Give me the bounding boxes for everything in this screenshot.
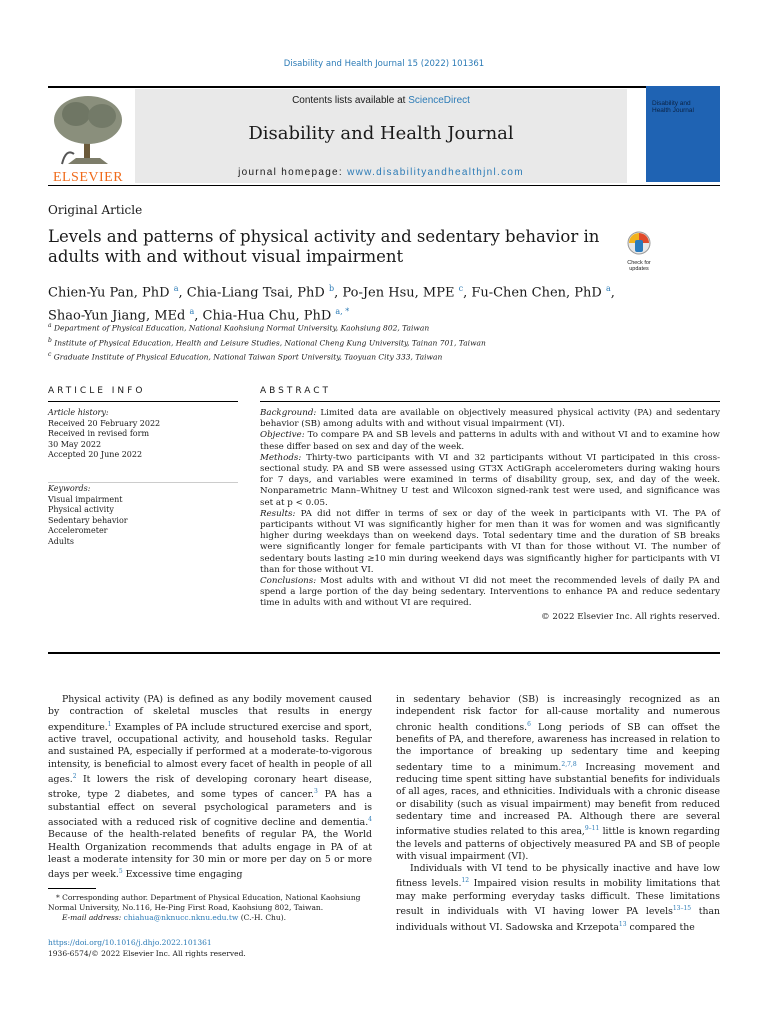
abstract-heading: ABSTRACT — [260, 386, 332, 396]
section-rule — [48, 652, 720, 654]
body-paragraph — [396, 694, 720, 863]
keyword: Accelerometer — [48, 526, 108, 536]
journal-citation[interactable]: Disability and Health Journal 15 (2022) 101361 — [283, 59, 485, 69]
body-text: Because of the health-related benefits of regular PA, the World Health Organization recommends that adults engage in PA of at least a moderate intensity for 30 min or more per day on 5 or more days per week. — [48, 829, 372, 881]
body-text: in sedentary behavior (SB) is increasingly recognized as an independent risk factor for all-cause mortality and numerous chronic health conditions. — [396, 694, 720, 733]
homepage-line — [135, 167, 627, 178]
history-label: Article history: — [48, 408, 109, 417]
results-text: PA did not differ in terms of sex or day of the week in participants with VI. The PA of participants without VI was significantly higher for men than it was for women and was significantly higher during weekdays than on weekend days. Total sedentary time and the duration of SB breaks were significantly longer for female participants with VI than for those without VI. The number of sedentary bouts lasting ≥10 min during weekend days was significantly higher for participants with VI than for those without VI. — [260, 508, 720, 575]
journal-banner — [135, 89, 627, 183]
citation-link[interactable]: 1 — [107, 720, 112, 728]
cover-title: Disability and Health Journal — [652, 100, 694, 115]
abstract-methods — [260, 453, 720, 509]
history-list — [48, 419, 238, 461]
author-name[interactable]: Chia-Hua Chu, PhD — [202, 308, 332, 324]
body-text: It lowers the risk of developing coronary heart disease, stroke, type 2 diabetes, and some types of cancer. — [48, 773, 372, 801]
journal-cover[interactable] — [646, 86, 720, 182]
author-affiliation-mark[interactable]: a — [173, 284, 179, 293]
elsevier-logo[interactable] — [48, 92, 128, 185]
contents-line — [135, 95, 627, 106]
publisher-name: ELSEVIER — [52, 170, 124, 185]
objective-text: To compare PA and SB levels and patterns in adults with and without VI and to examine how these differ based on sex and day of the week. — [260, 430, 720, 452]
author-affiliation-mark[interactable]: c — [458, 284, 464, 293]
body-right-column — [396, 694, 720, 934]
author-affiliation-mark[interactable]: a, * — [335, 306, 350, 316]
body-text: PA has a substantial effect on several psychological parameters and is associated with a reduced risk of cognitive decline and dementia. — [48, 789, 373, 829]
email-line — [48, 913, 372, 923]
affiliation-text: Institute of Physical Education, Health and Leisure Studies, National Cheng Kung University, Tainan 701, Taiwan — [54, 338, 486, 347]
article-info-heading: ARTICLE INFO — [48, 386, 146, 396]
homepage-link[interactable]: www.disabilityandhealthjnl.com — [347, 167, 524, 178]
citation-link[interactable]: 13–15 — [672, 905, 692, 913]
abstract-results — [260, 509, 720, 576]
keyword: Sedentary behavior — [48, 515, 128, 525]
author-name[interactable]: Chien-Yu Pan, PhD — [48, 285, 170, 301]
abstract-rule — [260, 401, 720, 402]
author-affiliation-mark[interactable]: a — [605, 284, 611, 293]
body-paragraph — [396, 863, 720, 934]
keyword: Visual impairment — [48, 494, 123, 504]
body-text: Long periods of SB can offset the benefits of PA, and therefore, awareness has increased in relation to the importance of breaking up sedentary time and keeping sedentary time to a minimum. — [396, 721, 721, 773]
author-affiliation-mark[interactable]: a — [189, 306, 195, 316]
body-text: Physical activity (PA) is defined as any bodily movement caused by contraction of skeletal muscles that results in energy expenditure. — [48, 694, 372, 733]
history-entry: Accepted 20 June 2022 — [48, 450, 143, 460]
methods-text: Thirty-two participants with VI and 32 participants without VI participated in this cross-sectional study. PA and SB were assessed using GT3X ActiGraph accelerometers during waking hours for 7 days, and variables were examined in terms of disability group, sex, and day of the week. Nonparametric Mann–Whitney U test and Wilcoxon signed-rank test were used, and significance was set at p < 0.05. — [260, 452, 720, 508]
author-list: Chien-Yu Pan, PhD $^a$, Chia-Liang Tsai, PhD $^b$, Po-Jen Hsu, MPE $^c$, Fu-Chen Chen, PhD $^a$, Shao-Yun Jiang, MEd $^a$, Chia-Hua Chu, PhD $^{a, *}$ — [48, 284, 615, 324]
citation-link[interactable]: 2 — [72, 772, 77, 780]
info-spacer — [48, 461, 238, 484]
author-affiliation-mark[interactable]: b — [329, 284, 335, 293]
affiliation — [48, 335, 688, 350]
affiliation — [48, 320, 688, 335]
body-left-column — [48, 694, 372, 882]
tree-icon — [48, 92, 128, 168]
contents-prefix: Contents lists available at — [292, 95, 409, 106]
email-suffix: (C.-H. Chu). — [238, 913, 287, 922]
body-text: compared the — [626, 921, 695, 933]
affiliation-mark: a — [48, 322, 52, 329]
conclusions-label: Conclusions: — [260, 576, 317, 587]
citation-link[interactable]: 4 — [368, 815, 372, 823]
journal-title: Disability and Health Journal — [248, 123, 514, 144]
article-info — [48, 408, 238, 548]
keywords-rule — [48, 482, 238, 483]
history-entry: Received 20 February 2022 — [48, 418, 161, 428]
citation-link[interactable]: 5 — [118, 868, 123, 876]
author-name[interactable]: Fu-Chen Chen, PhD — [471, 285, 602, 301]
article-title: Levels and patterns of physical activity and sedentary behavior in adults with and without visual impairment — [48, 227, 600, 266]
email-link[interactable]: chiahua@nknucc.nknu.edu.tw — [123, 913, 239, 922]
check-for-updates-label: Check for updates — [627, 260, 651, 272]
crossmark-icon — [621, 230, 657, 256]
citation-link[interactable]: 3 — [314, 788, 318, 796]
masthead — [48, 86, 720, 186]
check-for-updates-badge[interactable] — [621, 230, 657, 272]
abstract-body — [260, 408, 720, 623]
citation-link[interactable]: 12 — [461, 877, 470, 885]
masthead-top-rule — [48, 86, 720, 88]
body-text: Excessive time engaging — [122, 869, 243, 881]
affiliation-text: Department of Physical Education, National Kaohsiung Normal University, Kaohsiung 802, Taiwan — [53, 323, 430, 333]
citation-link[interactable]: 13 — [618, 920, 627, 928]
abstract-objective — [260, 430, 720, 452]
footnote-rule — [48, 888, 96, 889]
copyright: © 2022 Elsevier Inc. All rights reserved. — [540, 611, 720, 622]
masthead-bottom-rule — [48, 185, 720, 186]
affiliation-mark: c — [48, 351, 52, 358]
keyword-list — [48, 495, 238, 548]
methods-label: Methods: — [260, 452, 302, 463]
keyword: Adults — [48, 536, 74, 546]
background-label: Background: — [260, 408, 317, 418]
author-name[interactable]: Shao-Yun Jiang, MEd — [48, 308, 186, 324]
keywords-label: Keywords: — [48, 483, 91, 493]
body-text: Examples of PA include structured exercise and sport, active travel, occupational activity, and household tasks. Regular and sustained PA, especially if performed at a moderate-to-vigorous intensity, is beneficial to almost every facet of health in people of all ages. — [48, 721, 372, 785]
affiliations — [48, 320, 688, 364]
doi-block — [48, 938, 246, 959]
article-info-rule — [48, 401, 238, 402]
body-paragraph — [48, 694, 372, 882]
sciencedirect-link[interactable]: ScienceDirect — [408, 95, 470, 106]
background-text: Limited data are available on objectively measured physical activity (PA) and sedentary behavior (SB) among adults with and without visual impairment (VI). — [260, 408, 720, 430]
keyword: Physical activity — [48, 505, 114, 515]
affiliation-mark: b — [48, 336, 52, 344]
history-entry: Received in revised form — [48, 429, 150, 439]
abstract-conclusions — [260, 576, 720, 610]
homepage-prefix: journal homepage: — [238, 167, 348, 178]
conclusions-text: Most adults with and without VI did not meet the recommended levels of daily PA and spend a large portion of the day being sedentary. Interventions to enhance PA and reduce sedentary time in adults with and without VI are required. — [260, 576, 720, 609]
history-entry: 30 May 2022 — [48, 439, 102, 449]
objective-label: Objective: — [260, 430, 305, 441]
results-label: Results: — [260, 508, 296, 519]
corresponding-author-note: * Corresponding author. Department of Physical Education, National Kaohsiung Normal University, No.116, He-Ping First Road, Kaohsiung 802, Taiwan. — [48, 893, 361, 912]
body-text: Individuals with VI tend to be physically inactive and have low fitness levels. — [396, 863, 720, 890]
author-name[interactable]: Po-Jen Hsu, MPE — [342, 285, 455, 301]
affiliation — [48, 349, 688, 364]
issn-line: 1936-6574/© 2022 Elsevier Inc. All rights reserved. — [48, 948, 246, 958]
citation-link[interactable]: 6 — [527, 720, 531, 728]
abstract-background — [260, 408, 720, 430]
email-label: E-mail address: — [62, 913, 122, 922]
body-text: Impaired vision results in mobility limitations that may make performing everyday tasks difficult. These limitations result in individuals with VI having lower PA levels — [396, 878, 720, 918]
citation-link[interactable]: 9–11 — [584, 825, 600, 833]
footnote — [48, 893, 372, 923]
author-name[interactable]: Chia-Liang Tsai, PhD — [186, 285, 325, 301]
citation-link[interactable]: 2,7,8 — [561, 760, 577, 768]
body-text: little is known regarding the levels and patterns of objectively measured PA and SB of people with visual impairment (VI). — [396, 826, 720, 862]
doi-link[interactable]: https://doi.org/10.1016/j.dhjo.2022.101361 — [48, 938, 212, 947]
article-type: Original Article — [48, 203, 143, 217]
body-text: Increasing movement and reducing time spent sitting have substantial benefits for individuals of all ages, races, and ethnicities. Individuals with a chronic disease or disability (such as visual impairment) may benefit from reduced sedentary time and increased PA. Although there are several informative studies related to this area, — [396, 761, 720, 838]
body-text: than individuals without VI. Sadowska and Krzepota — [396, 906, 720, 933]
affiliation-text: Graduate Institute of Physical Education, National Taiwan Sport University, Taoyuan City 333, Taiwan — [53, 352, 443, 362]
